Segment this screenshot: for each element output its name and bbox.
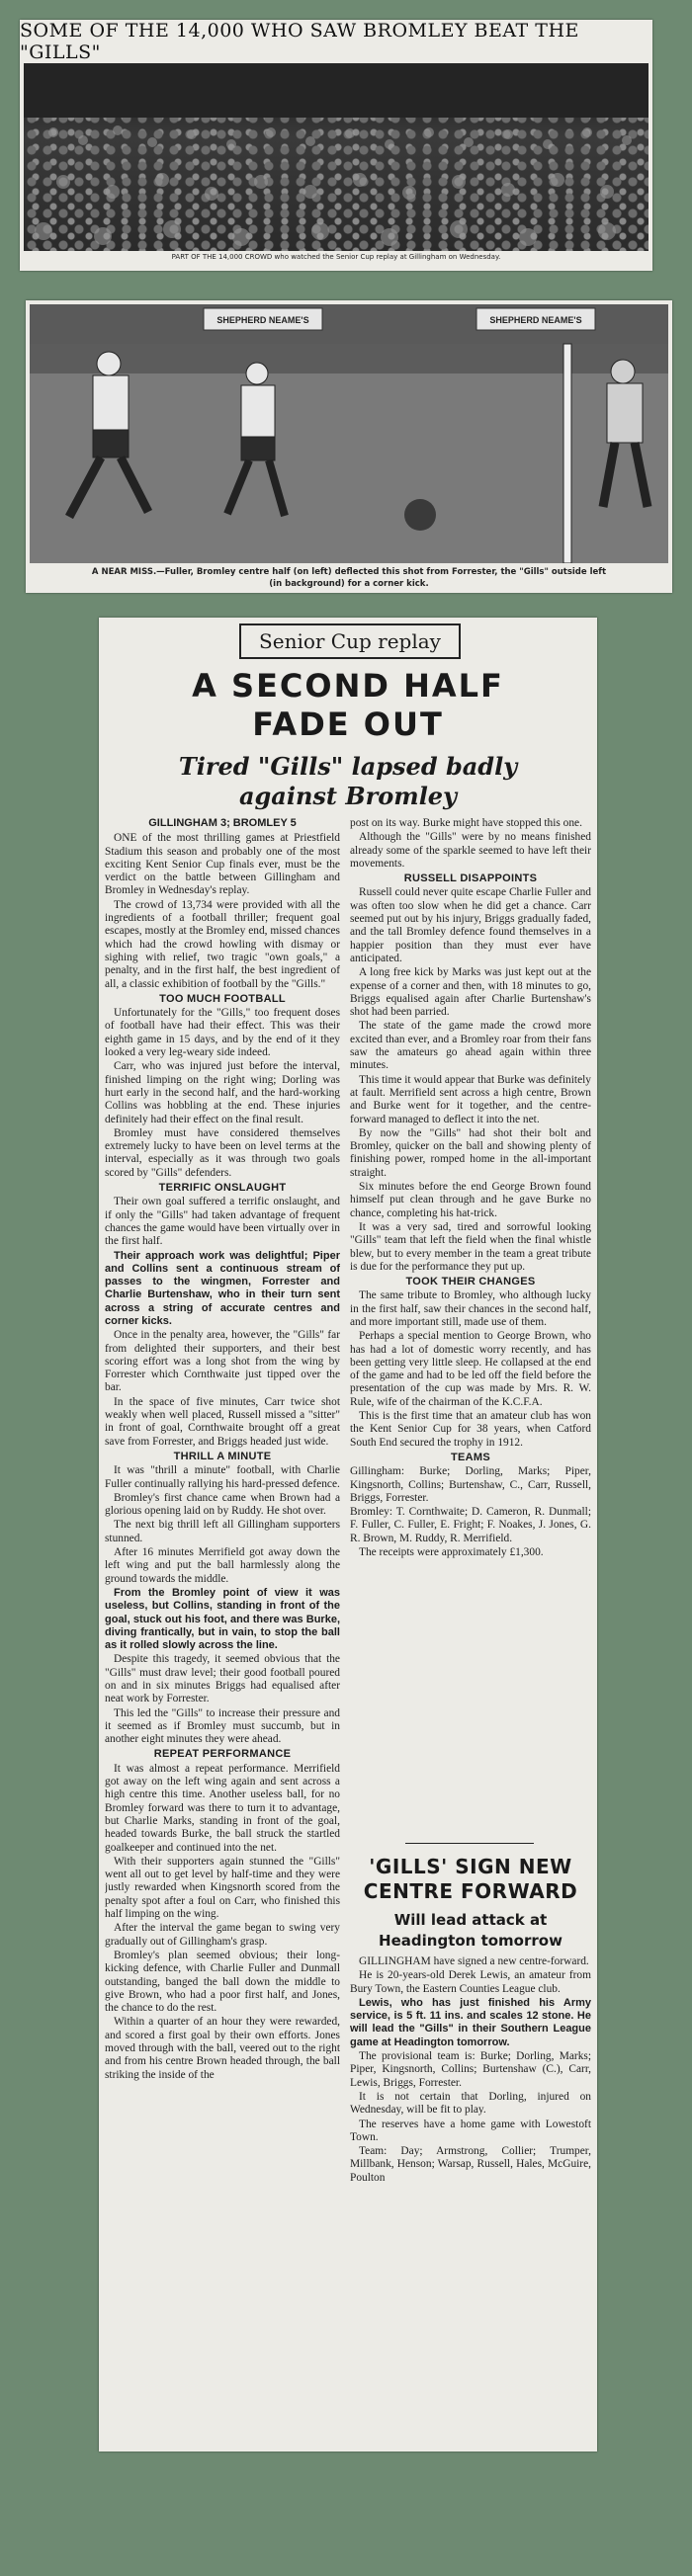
- article-headline-line1: A SECOND HALF: [192, 667, 504, 705]
- advert-sign-left: SHEPHERD NEAME'S: [216, 315, 309, 325]
- paragraph: He is 20-years-old Derek Lewis, an amateur from Bury Town, the Eastern Counties League club.: [350, 1969, 591, 1995]
- paragraph: This time it would appear that Burke was definitely at fault. Merrifield sent across a high centre, Brown and Burke went for it together, and the centre-forward managed to deflect it into the net.: [350, 1073, 591, 1125]
- paragraph: It was a very sad, tired and sorrowful looking "Gills" team that left the field when the final whistle blew, but to every member in the team a great tribute is due for the performance they put up.: [350, 1220, 591, 1273]
- paragraph: This is the first time that an amateur club has won the Kent Senior Cup for 38 years, when Catford South End secured the trophy in 1912.: [350, 1410, 591, 1449]
- advert-sign-right: SHEPHERD NEAME'S: [489, 315, 582, 325]
- article-column-right: [350, 817, 591, 1840]
- sidebar-deck-line2: Headington tomorrow: [379, 1932, 562, 1950]
- paragraph: It was almost a repeat performance. Merrifield got away on the left wing again and sent across a high centre this time. Another useless ball, for no Bromley forward was there to turn it to advantage, but Charlie Marks, standing in front of the goal, headed towards Burke, the ball struck the startled goalkeeper and continued into the net.: [105, 1762, 340, 1854]
- article-clipping: [99, 618, 597, 2451]
- paragraph: post on its way. Burke might have stopped this one.: [350, 817, 582, 829]
- match-score: GILLINGHAM 3; BROMLEY 5: [148, 817, 297, 829]
- paragraph: Carr, who was injured just before the interval, finished limping on the right wing; Dorling was hurt early in the second half, and the hard-working Collins was hobbling at the end. These injuries definitely had their effect on the final result.: [105, 1060, 340, 1125]
- sidebar-story: [350, 1855, 591, 2448]
- article-deck-line2: against Bromley: [238, 782, 458, 810]
- paragraph: After the interval the game began to swing very gradually out of Gillingham's grasp.: [105, 1922, 340, 1948]
- paragraph: Six minutes before the end George Brown found himself put clean through and he gave Burke no chance, completing his hat-trick.: [350, 1181, 591, 1219]
- crowd-photo-texture: [24, 63, 649, 251]
- paragraph: ONE of the most thrilling games at Priestfield Stadium this season and probably one of the most exciting Kent Senior Cup finals ever, must be the verdict on the battle between Gillingham and Bromley in Wednesday's replay.: [105, 832, 340, 897]
- section-subhead: TERRIFIC ONSLAUGHT: [158, 1182, 287, 1195]
- paragraph: Unfortunately for the "Gills," too frequent doses of football have had their effect. This was their eighth game in 15 days, and by the end of it they looked a very leg-weary side indeed.: [105, 1007, 340, 1059]
- crowd-photo: [24, 63, 649, 251]
- paragraph: Bromley: T. Cornthwaite; D. Cameron, R. Dunmall; F. Fuller, C. Fuller, E. Fright; F. Noakes, J. Jones, G. R. Brown, M. Ruddy, R. Merrifield.: [350, 1506, 591, 1544]
- article-headline-line2: FADE OUT: [252, 706, 444, 743]
- bold-paragraph: From the Bromley point of view it was useless, but Collins, standing in front of the goal, stuck out his foot, and there was Burke, diving frantically, but in vain, to stop the ball as it rolled slowly across the line.: [105, 1586, 340, 1652]
- sidebar-deck-line1: Will lead attack at: [393, 1911, 548, 1929]
- crowd-photo-clipping: [20, 20, 652, 271]
- paragraph: By now the "Gills" had shot their bolt and Bromley, quicker on the ball and showing plenty of finishing power, romped home in the all-important straight.: [350, 1126, 591, 1179]
- section-subhead: THRILL A MINUTE: [173, 1450, 272, 1462]
- paragraph: Russell could never quite escape Charlie Fuller and was often too slow when he did get a chance. Carr seemed put out by his injury, Briggs gradually faded, and the tall Bromley defence found themselves in a happier position than they must ever have anticipated.: [350, 886, 591, 964]
- article-deck-line1: Tired "Gills" lapsed badly: [178, 752, 518, 781]
- paragraph: Bromley's plan seemed obvious; their long-kicking defence, with Charlie Fuller and Dunmall outstanding, banged the ball down the middle to give Brown, who had a poor first half, and Jones, the chance to do the rest.: [105, 1949, 340, 2015]
- paragraph: Perhaps a special mention to George Brown, who has had a lot of domestic worry recently, and has been getting very little sleep. He collapsed at the end of the game and had to be led off the field before the presentation of the cup was made by Mrs. R. W. Rule, wife of the chairman of the K.C.F.A.: [350, 1330, 591, 1408]
- near-miss-photo-clipping: [26, 300, 672, 593]
- crowd-photo-heading: SOME OF THE 14,000 WHO SAW BROMLEY BEAT THE "GILLS": [20, 20, 579, 63]
- article-column-left: [105, 817, 340, 2448]
- paragraph: Within a quarter of an hour they were rewarded, and scored a first goal by their own efforts. Jones moved through with the ball, veered out to the right and from his centre Brown headed through, the ball striking the inside of the: [105, 2016, 340, 2081]
- paragraph: Bromley's first chance came when Brown had a glorious opening laid on by Ruddy. He shot over.: [105, 1491, 340, 1518]
- section-subhead: TOO MUCH FOOTBALL: [159, 992, 286, 1005]
- sidebar-rule: [405, 1843, 534, 1844]
- paragraph: GILLINGHAM have signed a new centre-forward.: [359, 1955, 589, 1967]
- sidebar-body: [350, 1955, 591, 2185]
- paragraph: The receipts were approximately £1,300.: [359, 1546, 544, 1559]
- near-miss-photo: [30, 304, 668, 563]
- paragraph: Gillingham: Burke; Dorling, Marks; Piper, Kingsnorth, Collins; Burtenshaw, C., Carr, Russell, Briggs, Forrester.: [350, 1465, 591, 1504]
- section-subhead: REPEAT PERFORMANCE: [153, 1748, 292, 1761]
- paragraph: Once in the penalty area, however, the "Gills" far from delighted their supporters, and their best scoring effort was a long shot from the wing by Forrester which Cornthwaite just tipped over the bar.: [105, 1329, 340, 1394]
- paragraph: This led the "Gills" to increase their pressure and it seemed as if Bromley must succumb, but in another eight minutes they were ahead.: [105, 1706, 340, 1746]
- football: [404, 499, 436, 531]
- crowd-photo-caption: PART OF THE 14,000 CROWD who watched the Senior Cup replay at Gillingham on Wednesday.: [171, 253, 501, 261]
- paragraph: A long free kick by Marks was just kept out at the expense of a corner and then, with 18 minutes to go, Briggs equalised again after Charlie Burtenshaw's shot had been parried.: [350, 966, 591, 1019]
- paragraph: It is not certain that Dorling, injured on Wednesday, will be fit to play.: [350, 2090, 591, 2117]
- paragraph: The same tribute to Bromley, who although lucky in the first half, saw their chances in the second half, and more important still, made use of them.: [350, 1289, 591, 1328]
- paragraph: In the space of five minutes, Carr twice shot weakly when well placed, Russell missed a "sitter" in front of goal, Cornthwaite brought off a great save from Forrester, and Briggs headed just wide.: [105, 1395, 340, 1448]
- paragraph: The next big thrill left all Gillingham supporters stunned.: [105, 1519, 340, 1544]
- section-subhead: TOOK THEIR CHANGES: [405, 1276, 536, 1288]
- kicker-box: [239, 623, 461, 659]
- paragraph: It was "thrill a minute" football, with Charlie Fuller continually rallying his hard-pressed defence.: [105, 1464, 340, 1490]
- paragraph: The state of the game made the crowd more excited than ever, and a Bromley roar from their fans saw the amateurs go ahead again within three minutes.: [350, 1020, 591, 1072]
- paragraph: Despite this tragedy, it seemed obvious that the "Gills" must draw level; their good football poured on and in six minutes Briggs had equalised after neat work by Forrester.: [105, 1653, 340, 1705]
- paragraph: After 16 minutes Merrifield got away down the left wing and put the ball harmlessly along the ground towards the middle.: [105, 1546, 340, 1585]
- paragraph: The crowd of 13,734 were provided with all the ingredients of a football thriller; frequent goal escapes, mostly at the Bromley end, missed chances which had the crowd howling with dismay or sighing with relief, two tragic "own goals," a penalty, and in the first half, the best ingredient of all, a classic exhibition of football by the "Gills.": [105, 898, 340, 990]
- paragraph: The provisional team is: Burke; Dorling, Marks; Piper, Kingsnorth, Collins; Burtenshaw (C.), Carr, Lewis, Briggs, Forrester.: [350, 2050, 591, 2089]
- sidebar-headline-line1: 'GILLS' SIGN NEW: [369, 1855, 572, 1878]
- sidebar-headline-line2: CENTRE FORWARD: [363, 1879, 578, 1903]
- paragraph: With their supporters again stunned the "Gills" went all out to get level by half-time and they were justly rewarded when Kingsnorth scored from the penalty spot after a foul on Carr, who finished this half limping on the wing.: [105, 1855, 340, 1921]
- article-kicker: Senior Cup replay: [259, 629, 441, 653]
- paragraph: Team: Day; Armstrong, Collier; Trumper, Millbank, Henson; Warsap, Russell, Hales, McGuire, Poulton: [350, 2145, 591, 2184]
- near-miss-photo-scene: [30, 304, 668, 563]
- bold-paragraph: Their approach work was delightful; Piper and Collins sent a continuous stream of passes to the wingmen, Forrester and Charlie Burtenshaw, who in their turn sent across a string of accurate centres and corner kicks.: [105, 1249, 340, 1327]
- paragraph: Although the "Gills" were by no means finished already some of the sparkle seemed to have left their movements.: [350, 831, 591, 870]
- near-miss-caption-line2: (in background) for a corner kick.: [269, 579, 429, 589]
- paragraph: The reserves have a home game with Lowestoft Town.: [350, 2118, 591, 2143]
- near-miss-caption-line1: A NEAR MISS.—Fuller, Bromley centre half (on left) deflected this shot from Forrester, the "Gills" outside left: [91, 567, 607, 577]
- section-subhead: RUSSELL DISAPPOINTS: [403, 873, 538, 885]
- paragraph: Bromley must have considered themselves extremely lucky to have been on level terms at the interval, especially as it was through two goals scored by "Gills" defenders.: [105, 1126, 340, 1179]
- section-subhead: TEAMS: [451, 1451, 490, 1463]
- bold-paragraph: Lewis, who has just finished his Army service, is 5 ft. 11 ins. and scales 12 stone. He will lead the "Gills" in their Southern League game at Headington tomorrow.: [350, 1996, 591, 2048]
- paragraph: Their own goal suffered a terrific onslaught, and if only the "Gills" had taken advantage of frequent chances the game would have been virtually over in the first half.: [105, 1196, 340, 1248]
